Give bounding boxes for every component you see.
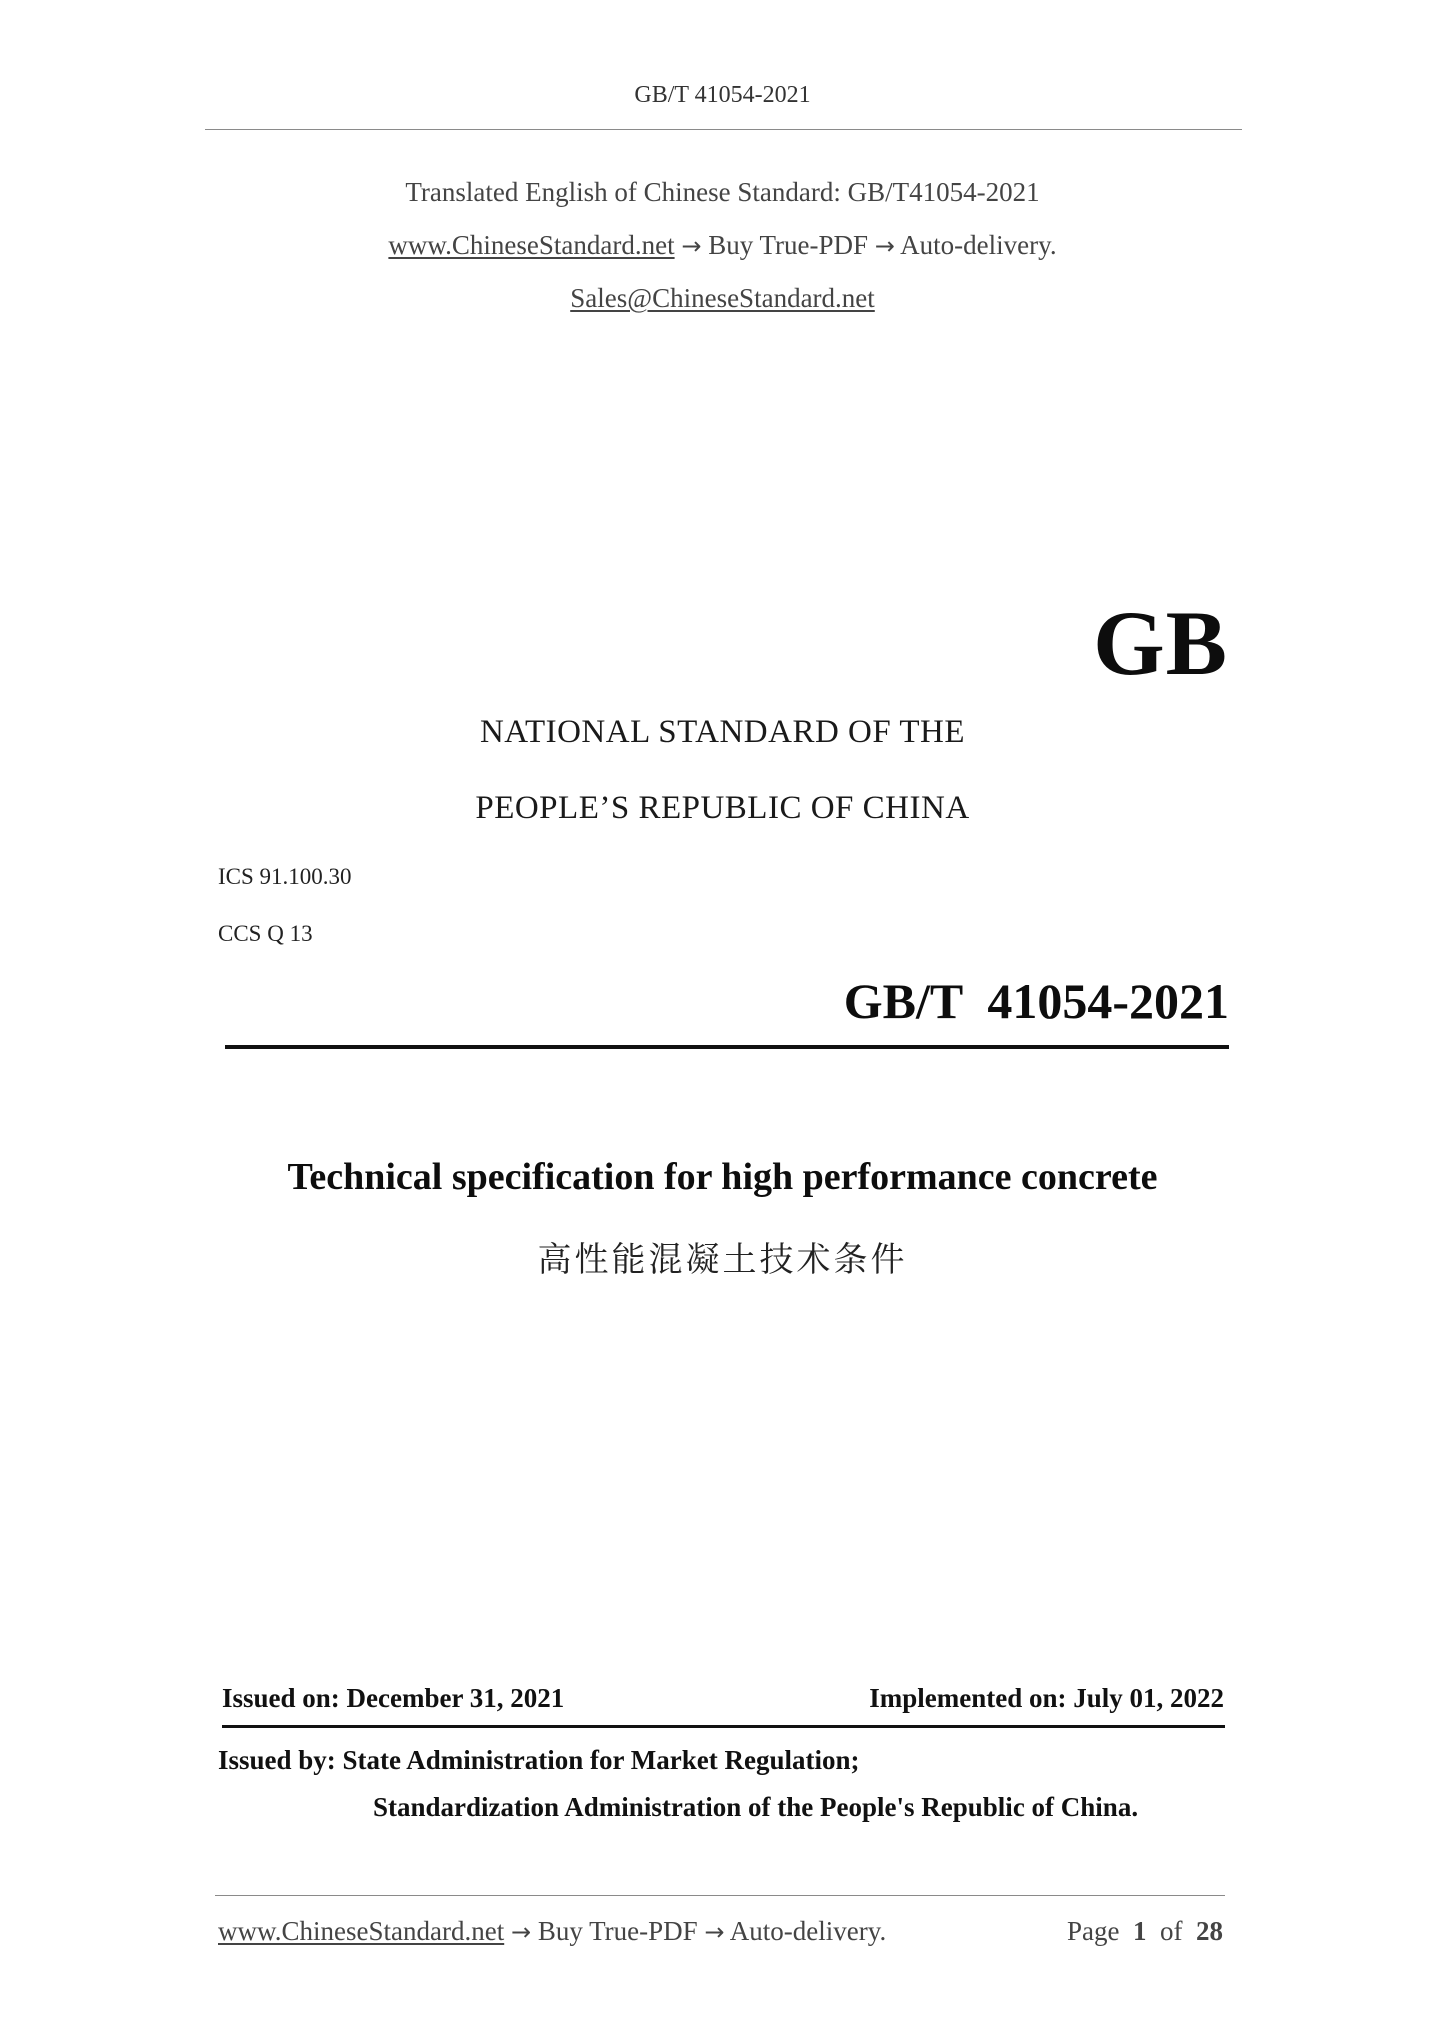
implemented-on-date: Implemented on: July 01, 2022: [869, 1683, 1224, 1713]
chinese-title: 高性能混凝土技术条件: [537, 1240, 908, 1280]
standard-code: 41054-2021: [987, 973, 1229, 1029]
page-total: 28: [1196, 1916, 1223, 1946]
ccs-code: CCS Q 13: [218, 921, 313, 946]
right-arrow-icon: →: [510, 1918, 532, 1946]
delivery-text: Auto-delivery.: [900, 230, 1057, 260]
national-standard-line-1: NATIONAL STANDARD OF THE: [479, 714, 966, 750]
footer-delivery-text: Auto-delivery.: [729, 1916, 887, 1946]
footer-promo: [218, 1916, 886, 1947]
standard-prefix: GB/T: [843, 973, 963, 1029]
promo-email-line: [0, 283, 1445, 314]
footer-rule: [215, 1895, 1225, 1896]
issued-on-date: Issued on: December 31, 2021: [222, 1683, 565, 1713]
ics-code: ICS 91.100.30: [218, 864, 352, 889]
right-arrow-icon: →: [681, 232, 702, 260]
right-arrow-icon: →: [874, 232, 895, 260]
issued-by-line-2: Standardization Administration of the People's Republic of China.: [373, 1792, 1139, 1822]
english-title: Technical specification for high performance concrete: [287, 1156, 1158, 1198]
running-head: GB/T 41054-2021: [634, 82, 811, 108]
right-arrow-icon: →: [704, 1918, 725, 1946]
site-link[interactable]: www.ChineseStandard.net: [388, 230, 675, 260]
footer-site-link[interactable]: www.ChineseStandard.net: [218, 1916, 505, 1946]
standard-number: [844, 972, 1229, 1030]
translated-line: Translated English of Chinese Standard: GB/T41054-2021: [405, 177, 1040, 207]
email-link[interactable]: Sales@ChineseStandard.net: [570, 283, 875, 313]
issuance-rule: [222, 1725, 1225, 1728]
page-indicator: [1067, 1916, 1223, 1947]
standard-number-rule: [225, 1045, 1229, 1049]
gb-mark: GB: [1093, 592, 1228, 694]
page-of: of: [1160, 1916, 1183, 1946]
footer-buy-text: Buy True-PDF: [537, 1916, 698, 1946]
national-standard-line-2: PEOPLE’S REPUBLIC OF CHINA: [475, 790, 970, 826]
promo-buy-line: [0, 230, 1445, 261]
page-label: Page: [1067, 1916, 1120, 1946]
page-current: 1: [1133, 1916, 1147, 1946]
buy-text: Buy True-PDF: [708, 230, 869, 260]
issued-by-line-1: Issued by: State Administration for Market Regulation;: [218, 1745, 860, 1775]
header-rule: [205, 129, 1242, 130]
